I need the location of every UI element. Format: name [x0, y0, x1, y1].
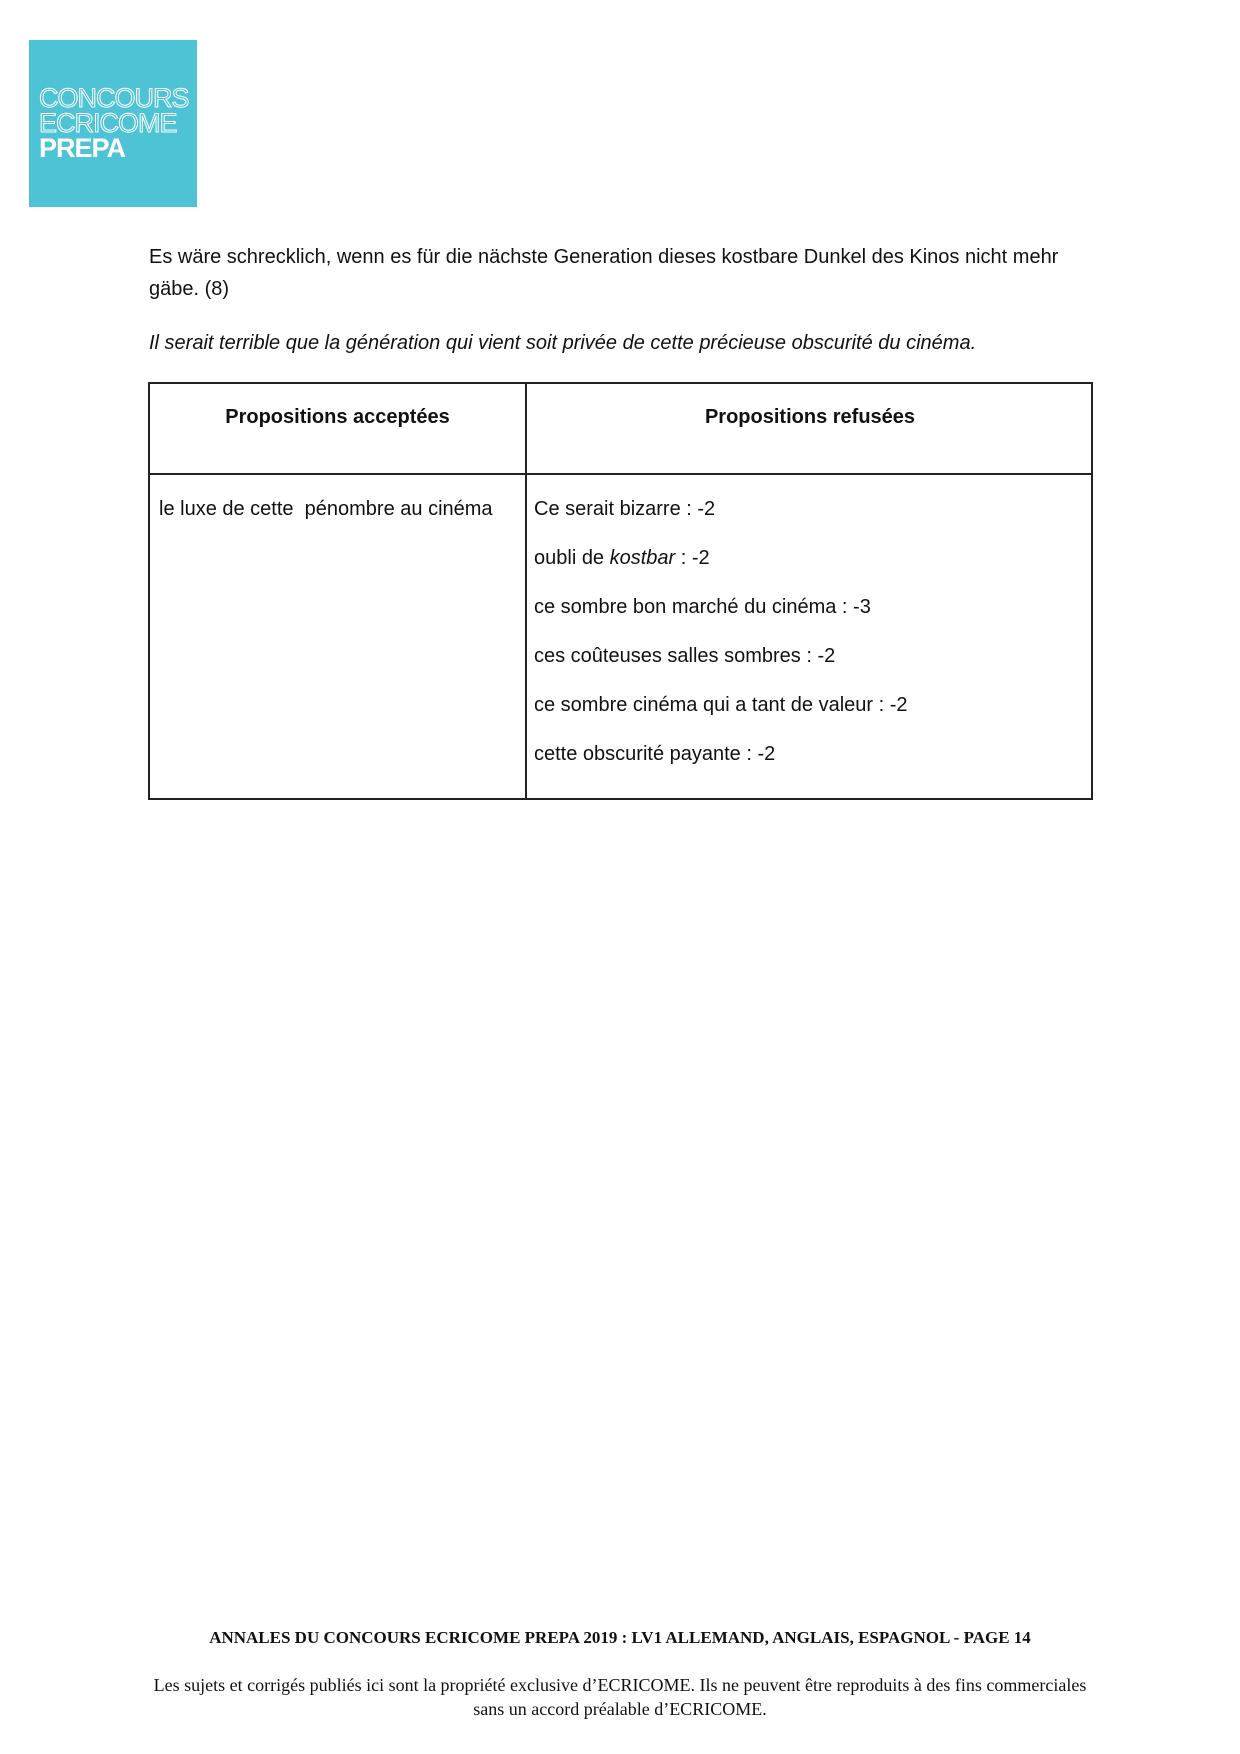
- german-sentence: Es wäre schrecklich, wenn es für die nächste Generation dieses kostbare Dunkel des Kinos nicht mehr gäbe. (8): [149, 246, 1059, 300]
- logo-line-prepa: PREPA: [39, 133, 126, 163]
- refused-item: cette obscurité payante : -2: [534, 743, 776, 765]
- refused-item: Ce serait bizarre : -2: [534, 498, 716, 520]
- refused-item: ce sombre cinéma qui a tant de valeur : -2: [534, 694, 908, 716]
- french-translation: Il serait terrible que la génération qui vient soit privée de cette précieuse obscurité du cinéma.: [149, 332, 977, 354]
- propositions-table: [148, 382, 1093, 800]
- table-column-divider: [525, 384, 527, 798]
- header-accepted: Propositions acceptées: [225, 406, 450, 428]
- logo-line-concours: CONCOURS: [39, 83, 189, 113]
- footer-copyright-note: Les sujets et corrigés publiés ici sont la propriété exclusive d’ECRICOME. Ils ne peuvent être reproduits à des fins commerciales sans un accord préalable d’ECRICOME.: [153, 1675, 1087, 1719]
- table-header-divider: [150, 473, 1091, 475]
- header-refused: Propositions refusées: [704, 406, 916, 428]
- footer-title: ANNALES DU CONCOURS ECRICOME PREPA 2019 : LV1 ALLEMAND, ANGLAIS, ESPAGNOL - PAGE 14: [209, 1628, 1031, 1647]
- accepted-cell: le luxe de cette pénombre au cinéma: [159, 498, 493, 520]
- refused-item-keyword: kostbar: [609, 547, 676, 569]
- refused-item: ce sombre bon marché du cinéma : -3: [534, 596, 871, 618]
- refused-item-suffix: : -2: [675, 547, 710, 569]
- refused-cell: [534, 496, 908, 790]
- ecricome-logo: [29, 40, 197, 207]
- refused-item: ces coûteuses salles sombres : -2: [534, 645, 836, 667]
- refused-item: [534, 545, 908, 594]
- refused-item-prefix: oubli de: [534, 547, 610, 569]
- logo-line-ecricome: ECRICOME: [39, 108, 177, 138]
